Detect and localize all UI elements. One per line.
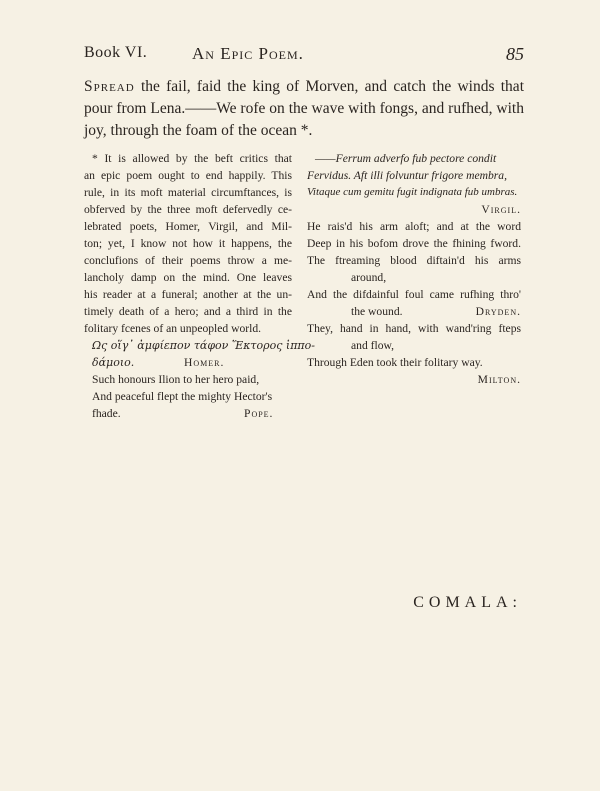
footnote-left-column: [84, 150, 315, 422]
book-label: Book VI.: [84, 44, 148, 61]
verse-line: He rais'd his arm aloft; and at the word: [307, 220, 521, 233]
verse-line: Through Eden took their folitary way.: [307, 356, 483, 369]
verse-line: They, hand in hand, with wand'ring fteps: [307, 322, 521, 335]
footnote-right-column: [307, 150, 521, 388]
verse-line: the wound.: [351, 305, 403, 318]
note-line: timely death of a hero; and a third in the: [84, 305, 292, 318]
greek-quote: Ως οἵγ᾽ ἀμφίεπον τάφον Ἕκτορος ἱππο-: [92, 339, 315, 352]
greek-quote: δάμοιο.: [92, 356, 135, 369]
verse-line: fhade.: [92, 407, 121, 420]
verse-line: And the difdainful foul came rufhing thro': [307, 288, 521, 301]
verse-line: around,: [351, 271, 387, 284]
main-paragraph: [84, 76, 524, 142]
note-line: his reader at a funeral; another at the un-: [84, 288, 292, 301]
note-line: an epic poem ought to end happily. This: [84, 169, 292, 182]
latin-quote: Fervidus. Aft illi folvuntur frigore membra,: [307, 169, 507, 182]
verse-line: And peaceful flept the mighty Hector's: [92, 390, 273, 403]
note-line: lebrated poets, Homer, Virgil, and Mil-: [84, 220, 292, 233]
note-line: folitary fcenes of an unpeopled world.: [84, 322, 262, 335]
note-line: lancholy damp on the mind. One leaves: [84, 271, 292, 284]
running-title: An Epic Poem.: [192, 44, 304, 63]
quote-author: Dryden.: [475, 305, 521, 318]
verse-line: Deep in his bofom drove the fhining fword.: [307, 237, 521, 250]
catchword: COMALA:: [413, 594, 522, 611]
note-line: rule, in its moft material circumftances, is: [84, 186, 292, 199]
note-line: ton; yet, I know not how it happens, the: [84, 237, 292, 250]
verse-line: The ftreaming blood diftain'd his arms: [307, 254, 521, 267]
note-line: obferved by the three moft defervedly ce-: [84, 203, 292, 216]
latin-quote: ——Ferrum adverfo fub pectore condit: [315, 152, 497, 165]
quote-author: Milton.: [477, 373, 521, 386]
verse-line: and flow,: [351, 339, 395, 352]
page-number: 85: [506, 44, 524, 64]
opening-word: Spread: [84, 78, 135, 95]
note-line: conclufions of their poems throw a me-: [84, 254, 292, 267]
quote-author: Homer.: [184, 356, 225, 369]
latin-quote: Vitaque cum gemitu fugit indignata fub umbras.: [307, 186, 518, 198]
verse-line: Such honours Ilion to her hero paid,: [92, 373, 260, 386]
quote-author: Pope.: [244, 407, 274, 420]
note-line: * It is allowed by the beft critics that: [92, 152, 292, 165]
quote-author: Virgil.: [481, 203, 521, 216]
running-header: [84, 44, 524, 72]
paragraph-text: the fail, faid the king of Morven, and catch the winds that pour from Lena.——We rofe on the wave with fongs, and rufhed, with joy, through the foam of the ocean *.: [84, 78, 524, 139]
